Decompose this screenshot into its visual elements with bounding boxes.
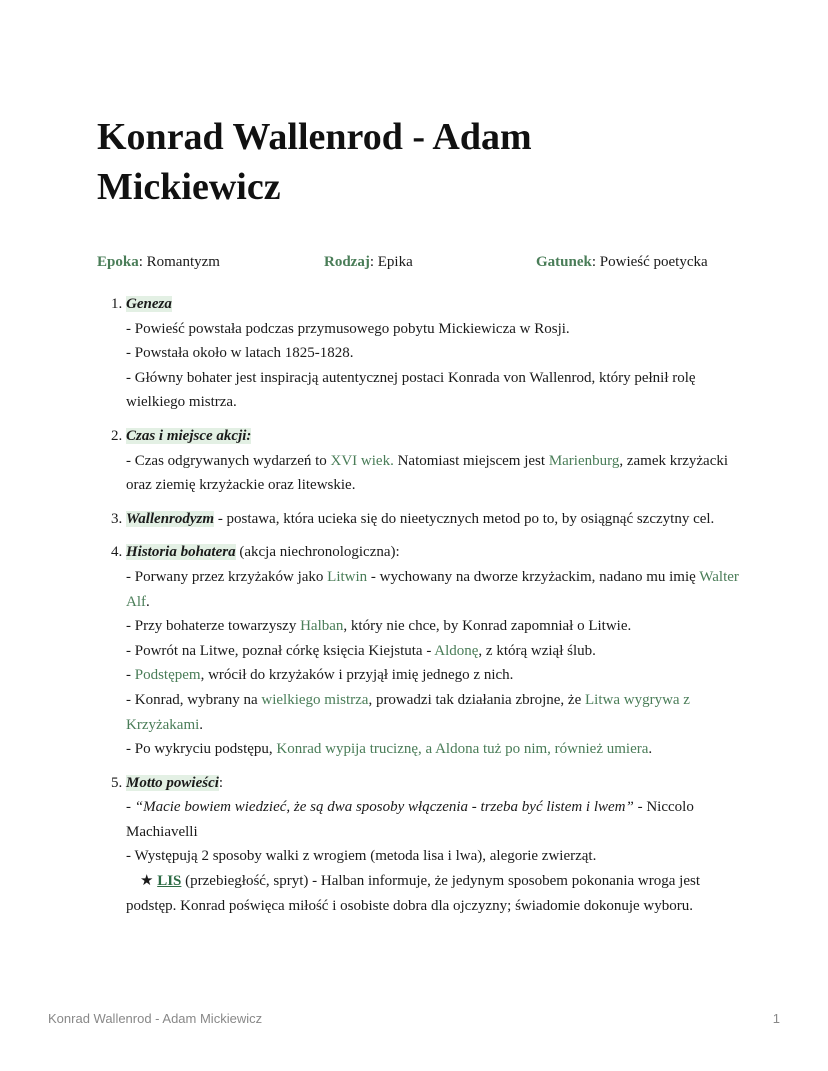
text: - Po wykryciu podstępu, [126,741,277,758]
text: , który nie chce, by Konrad zapomniał o Litwie. [343,618,632,635]
text-line [126,688,740,737]
text: , zamek krzyżacki oraz ziemię krzyżackie oraz litewskie. [126,452,729,494]
section-geneza [126,292,740,415]
meta-gatunek [536,252,708,272]
star-icon: ★ [140,873,154,890]
highlight-text: Konrad wypija truciznę, a Aldona tuż po nim, również umiera [276,741,649,758]
section-heading: Geneza [126,296,172,312]
text: - wychowany na dworze krzyżackim, nadano mu imię [367,568,700,585]
meta-epoka [97,252,220,272]
section-heading: Czas i miejsce akcji: [126,427,252,444]
text: - Konrad, wybrany na [126,691,262,708]
highlight-text: XVI wiek. [330,452,394,469]
text: , prowadzi tak działania zbrojne, że [368,691,585,708]
highlight-text: Marienburg [548,452,620,469]
section-heading: Historia bohatera [126,544,236,561]
highlight-text: Litwa wygrywa z Krzyżakami [126,691,690,733]
text-line: - Główny bohater jest inspiracją autentycznej postaci Konrada von Wallenrod, który pełnił rolę wielkiego mistrza. [126,369,696,411]
section-historia [126,540,740,761]
text: - [126,667,135,684]
highlight-text: Halban [300,618,344,635]
meta-key: Gatunek [536,254,592,270]
text-line: - Powstała około w latach 1825-1828. [126,345,354,362]
section-heading: Wallenrodyzm [126,510,215,527]
highlight-text: wielkiego mistrza [261,691,369,708]
meta-value: : Powieść poetycka [591,254,708,270]
highlight-text: Litwin [327,568,368,585]
text: , z którą wziął ślub. [478,642,596,659]
meta-value: : Epika [369,254,413,270]
text-line: - Powieść powstała podczas przymusowego pobytu Mickiewicza w Rosji. [126,320,570,337]
text: - Czas odgrywanych wydarzeń to [126,452,331,469]
text: Natomiast miejscem jest [393,452,549,469]
text: : [218,774,224,791]
page-title: Konrad Wallenrod - Adam Mickiewicz [97,116,532,208]
text: . [199,716,204,733]
document-body [100,292,740,927]
text: . [146,593,150,610]
text: - Przy bohaterze towarzyszy [126,618,301,635]
section-heading: Motto powieści [126,774,219,791]
text-line [126,449,740,498]
text-line [126,565,740,614]
text: - Porwany przez krzyżaków jako [126,568,328,585]
text-line: - Występują 2 sposoby walki z wrogiem (metoda lisa i lwa), alegorie zwierząt. [126,848,597,865]
text: (przebiegłość, spryt) - Halban informuje, że jedynym sposobem pokonania wroga jest podstęp. Konrad poświęca miłość i osobiste dobra dla ojczyzny; świadomie dokonuje wyboru. [126,873,700,914]
text: - Niccolo Machiavelli [126,799,694,840]
section-list [100,292,740,918]
section-motto [126,771,740,919]
highlight-text: Aldonę [434,642,479,659]
meta-key: Rodzaj [324,254,370,270]
meta-key: Epoka [97,254,139,270]
text: , wrócił do krzyżaków i przyjął imię jednego z nich. [200,667,514,684]
meta-rodzaj [324,252,413,272]
highlight-text: Podstępem [134,667,201,684]
text: - postawa, która ucieka się do nieetycznych metod po to, by osiągnąć szczytny cel. [214,510,715,527]
highlight-text: Walter Alf [126,568,739,610]
page-number: 1 [772,1011,780,1026]
section-czas-miejsce [126,424,740,498]
footer-title: Konrad Wallenrod - Adam Mickiewicz [48,1011,263,1026]
quote-line [126,795,740,844]
text-line [126,869,740,918]
text: - Powrót na Litwe, poznał córkę księcia Kiejstuta - [126,642,435,659]
text-line [126,663,740,688]
text-line [126,614,740,639]
text: . [648,741,653,758]
text-line [126,639,740,664]
text: - [126,799,135,816]
text-line [126,737,740,762]
text: (akcja niechronologiczna): [235,544,400,561]
quote-text: “Macie bowiem wiedzieć, że są dwa sposoby włączenia - trzeba być listem i lwem” [134,799,634,816]
lis-term: LIS [157,873,182,890]
section-wallenrodyzm [126,507,740,532]
meta-value: : Romantyzm [138,254,220,270]
